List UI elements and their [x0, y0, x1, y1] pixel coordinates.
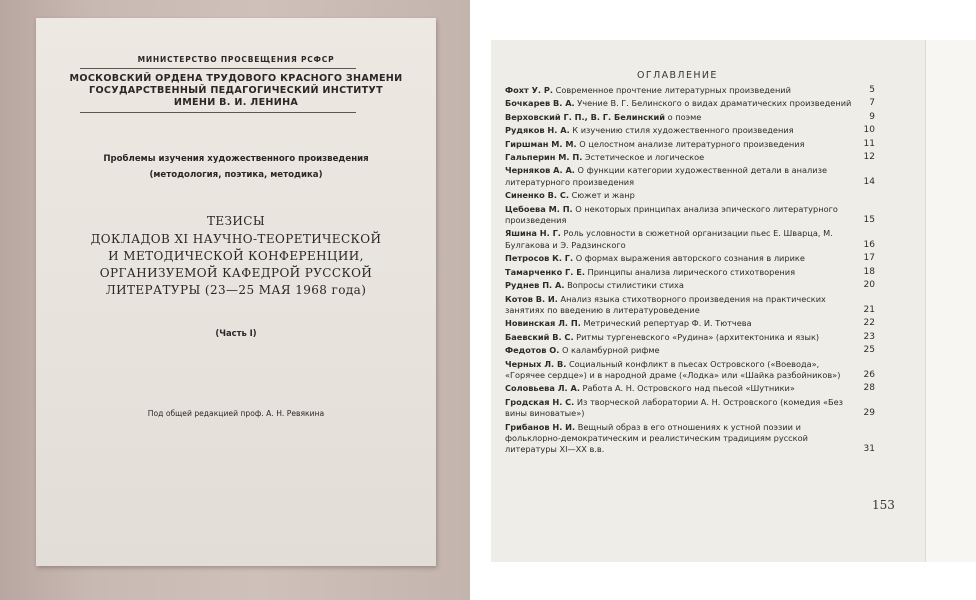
toc-entry-author: Цебоева М. П.	[505, 203, 573, 214]
toc-entry-page: 17	[863, 253, 875, 264]
page-edge-strip	[925, 40, 976, 562]
toc-entry-page: 26	[863, 369, 875, 380]
cover-ministry: МИНИСТЕРСТВО ПРОСВЕЩЕНИЯ РСФСР	[137, 55, 335, 64]
toc-entry-author: Федотов О.	[505, 345, 560, 356]
toc-entry-page: 31	[863, 444, 875, 455]
cover-problems-line-1: Проблемы изучения художественного произведения	[103, 154, 369, 164]
toc-entry	[505, 111, 875, 123]
toc-entry-page: 28	[863, 383, 875, 394]
cover-university-line-3: ИМЕНИ В. И. ЛЕНИНА	[173, 97, 299, 108]
toc-entry-title: о поэме	[667, 111, 702, 122]
toc-entry	[505, 396, 875, 420]
toc-title: ОГЛАВЛЕНИЕ	[637, 70, 718, 81]
toc-entry-title: Сюжет и жанр	[571, 190, 635, 201]
toc-entry-page: 25	[863, 345, 875, 356]
cover-rule-bottom	[80, 112, 356, 113]
cover-university-line-2: ГОСУДАРСТВЕННЫЙ ПЕДАГОГИЧЕСКИЙ ИНСТИТУТ	[89, 85, 383, 96]
toc-entry-page: 20	[863, 280, 875, 291]
toc-entry	[505, 383, 875, 394]
toc-entry	[505, 345, 875, 356]
toc-entry-author: Соловьева Л. А.	[505, 383, 580, 394]
toc-entry-author: Котов В. И.	[505, 293, 558, 304]
toc-entry-title: К изучению стиля художественного произведения	[572, 125, 794, 136]
toc-entry-page: 7	[869, 98, 875, 109]
cover-theses-title: ТЕЗИСЫ	[206, 214, 266, 228]
toc-entry-page: 16	[863, 239, 875, 250]
cover-theses-line-4: ЛИТЕРАТУРЫ (23—25 МАЯ 1968 года)	[105, 283, 367, 297]
toc-entry-author: Грибанов Н. И.	[505, 421, 576, 432]
cover-part: (Часть I)	[215, 328, 257, 338]
cover-problems-line-2: (методология, поэтика, методика)	[149, 170, 323, 180]
toc-entry	[505, 203, 875, 227]
toc-entry-page: 12	[863, 152, 875, 163]
toc-entry	[505, 266, 875, 278]
toc-entry	[505, 152, 875, 163]
toc-entry	[505, 421, 875, 456]
toc-entry-author: Фохт У. Р.	[505, 85, 554, 95]
toc-entry	[505, 138, 875, 150]
toc-entry-page: 11	[863, 138, 875, 149]
toc-entry-author: Руднев П. А.	[505, 280, 565, 291]
toc-entry	[505, 98, 875, 109]
toc-entry-author: Гродская Н. С.	[505, 396, 575, 407]
toc-entry-title: О целостном анализе литературного произведения	[579, 138, 805, 149]
toc-entry-author: Бочкарев В. А.	[505, 98, 575, 109]
toc-entry-title: Социальный конфликт в пьесах Островского («Воевода», «Горячее сердце») и в народной драме («Лодка» или «Шайка разбойников»)	[505, 358, 841, 380]
cover-editor: Под общей редакцией проф. А. Н. Ревякина	[147, 409, 325, 418]
toc-entry-author: Баевский В. С.	[505, 331, 574, 342]
toc-entry-page: 18	[863, 266, 875, 277]
toc-entry	[505, 358, 875, 382]
toc-entry-author: Тамарченко Г. Е.	[505, 266, 585, 277]
cover-rule-top	[80, 68, 356, 69]
toc-entry-author: Верховский Г. П., В. Г. Белинский	[505, 111, 666, 122]
toc-entry	[505, 85, 875, 96]
page-number: 153	[872, 498, 895, 512]
toc-entry-author: Синенко В. С.	[505, 190, 569, 201]
toc-entry-title: Вещный образ в его отношениях к устной поэзии и фольклорно-демократическим и реалистическим традициям русской литературы XI—XX в.в.	[505, 421, 808, 455]
cover-theses-line-1: ДОКЛАДОВ XI НАУЧНО-ТЕОРЕТИЧЕСКОЙ	[90, 232, 382, 246]
toc-entry-title: О каламбурной рифме	[562, 345, 660, 356]
cover-theses-line-2: И МЕТОДИЧЕСКОЙ КОНФЕРЕНЦИИ,	[108, 249, 364, 263]
toc-entry-title: О некоторых принципах анализа эпического литературного произведения	[505, 203, 838, 226]
toc-entry-author: Гальперин М. П.	[505, 152, 583, 163]
toc-entry-page: 14	[863, 176, 875, 187]
toc-entry	[505, 190, 867, 201]
toc-entry-title: Анализ языка стихотворного произведения на практических занятиях по введению в литературоведение	[505, 293, 826, 315]
toc-entry-author: Яшина Н. Г.	[505, 228, 561, 239]
toc-list	[505, 85, 875, 458]
toc-entry-page: 10	[863, 125, 875, 136]
toc-entry-title: Роль условности в сюжетной организации пьес Е. Шварца, М. Булгакова и Э. Радзинского	[505, 228, 833, 250]
toc-entry-page: 5	[869, 85, 875, 95]
toc-entry	[505, 125, 875, 136]
toc-entry	[505, 253, 875, 264]
toc-entry-page: 9	[869, 111, 875, 122]
toc-entry	[505, 293, 875, 317]
toc-entry	[505, 228, 875, 251]
toc-entry-page: 21	[863, 304, 875, 315]
toc-entry-title: Эстетическое и логическое	[584, 152, 705, 163]
toc-entry-title: Ритмы тургеневского «Рудина» (архитектоника и язык)	[576, 331, 820, 342]
cover-university-line-1: МОСКОВСКИЙ ОРДЕНА ТРУДОВОГО КРАСНОГО ЗНАМЕНИ	[69, 73, 403, 84]
toc-entry-page: 15	[863, 215, 875, 226]
toc-entry-page: 29	[863, 408, 875, 419]
toc-entry-page: 22	[863, 318, 875, 329]
toc-entry-title: Учение В. Г. Белинского о видах драматических произведений	[577, 98, 852, 109]
toc-entry-title: Вопросы стилистики стиха	[567, 280, 684, 291]
toc-entry-author: Новинская Л. П.	[505, 318, 581, 329]
toc-entry-title: Из творческой лаборатории А. Н. Островского (комедия «Без вины виноватые»)	[505, 396, 843, 419]
book-cover	[36, 18, 436, 566]
right-photo-page	[491, 40, 976, 562]
toc-entry-title: О формах выражения авторского сознания в лирике	[575, 253, 805, 264]
toc-entry-title: Работа А. Н. Островского над пьесой «Шутники»	[582, 383, 795, 394]
toc-entry-author: Рудяков Н. А.	[505, 125, 570, 136]
toc-entry-title: Метрический репертуар Ф. И. Тютчева	[583, 318, 752, 329]
toc-entry	[505, 165, 875, 188]
toc-entry-author: Черняков А. А.	[505, 165, 575, 176]
toc-entry-title: О функции категории художественной детали в анализе литературного произведения	[505, 165, 827, 187]
toc-entry	[505, 331, 875, 343]
toc-entry-author: Черных Л. В.	[505, 358, 567, 369]
toc-entry-author: Петросов К. Г.	[505, 253, 574, 264]
toc-entry-page: 23	[863, 331, 875, 342]
cover-theses-line-3: ОРГАНИЗУЕМОЙ КАФЕДРОЙ РУССКОЙ	[99, 266, 373, 280]
toc-entry	[505, 280, 875, 291]
toc-entry-author: Гиршман М. М.	[505, 138, 577, 149]
left-photo-background	[0, 0, 470, 600]
toc-entry-title: Современное прочтение литературных произведений	[555, 85, 791, 95]
toc-entry-title: Принципы анализа лирического стихотворения	[587, 266, 796, 277]
toc-entry	[505, 318, 875, 329]
